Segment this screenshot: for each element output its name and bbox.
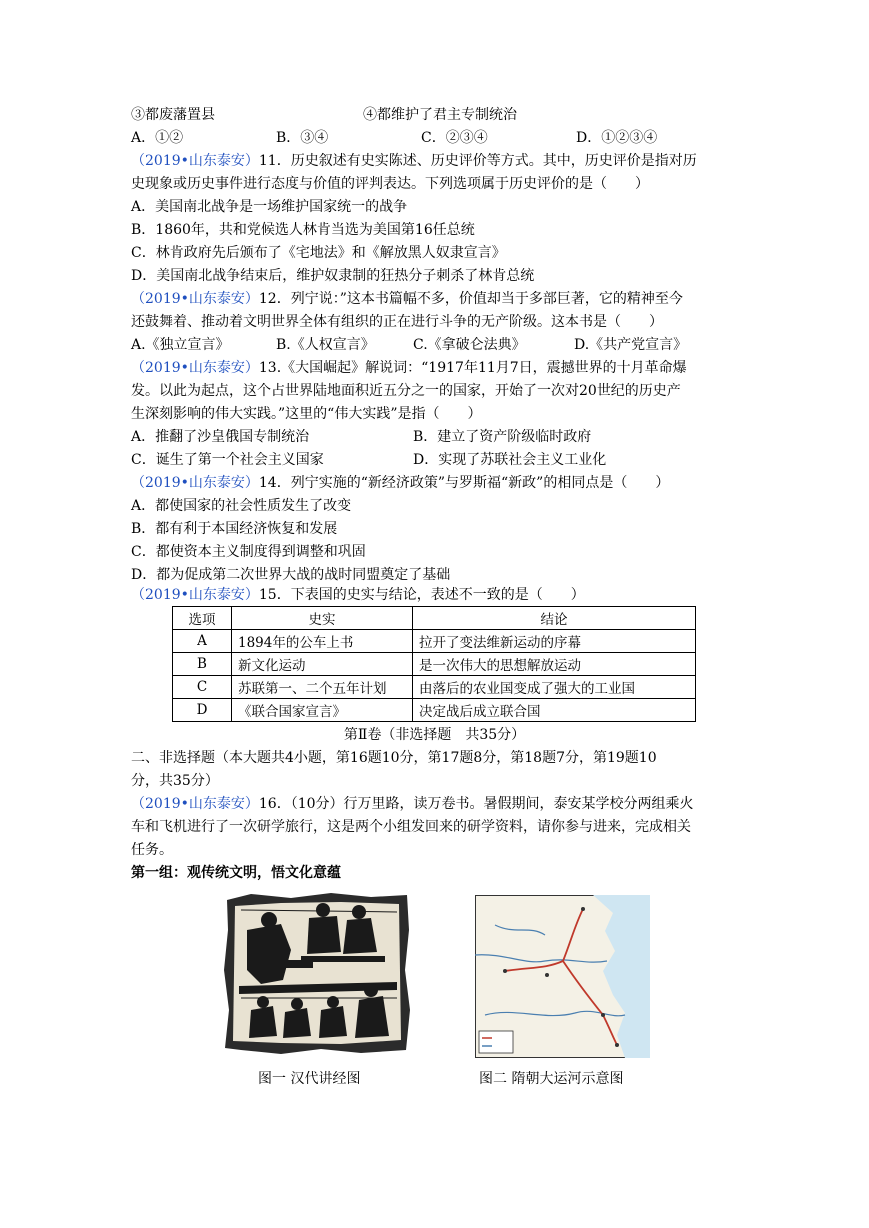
q14-option-b: B．都有利于本国经济恢复和发展 — [131, 521, 338, 537]
figure2-caption: 图二 隋朝大运河示意图 — [479, 1071, 624, 1087]
table-row — [173, 699, 696, 722]
q16-stem-cont: 车和飞机进行了一次研学旅行，这是两个小组发回来的研学资料，请你参与进来，完成相关 — [131, 819, 691, 835]
table-cell: 决定战后成立联合国 — [413, 699, 696, 722]
q10-item-4: ④都维护了君主专制统治 — [363, 107, 517, 123]
q15-source: （2019•山东泰安） — [131, 587, 259, 603]
table-header-option: 选项 — [173, 607, 232, 630]
q10-option-b: B．③④ — [276, 130, 329, 146]
q12-option-b: B.《人权宣言》 — [276, 337, 375, 353]
table-row — [173, 653, 696, 676]
q11-source: （2019•山东泰安） — [131, 153, 259, 169]
q11-stem: （2019•山东泰安）11．历史叙述有史实陈述、历史评价等方式。其中，历史评价是指对历 — [131, 153, 697, 169]
q11-stem-cont: 史现象或历史事件进行态度与价值的评判表达。下列选项属于历史评价的是（ ） — [131, 176, 649, 192]
table-cell: A — [173, 630, 232, 653]
part2-heading-cont: 分，共35分） — [131, 773, 219, 789]
table-cell: 拉开了变法维新运动的序幕 — [413, 630, 696, 653]
table-cell: 《联合国家宣言》 — [232, 699, 413, 722]
q13-stem-cont2: 生深刻影响的伟大实践。”这里的“伟大实践”是指（ ） — [131, 406, 482, 422]
table-cell: B — [173, 653, 232, 676]
q13-option-c: C．诞生了第一个社会主义国家 — [131, 452, 324, 468]
q12-stem-cont: 还鼓舞着、推动着文明世界全体有组织的正在进行斗争的无产阶级。这本书是（ ） — [131, 314, 663, 330]
q12-option-d: D.《共产党宣言》 — [574, 337, 688, 353]
q14-option-c: C．都使资本主义制度得到调整和巩固 — [131, 544, 366, 560]
q16-stem: （2019•山东泰安）16．（10分）行万里路，读万卷书。暑假期间，泰安某学校分两组乘火 — [131, 796, 694, 812]
q16-source: （2019•山东泰安） — [131, 796, 259, 812]
q10-option-a: A．①② — [131, 130, 184, 146]
q11-option-a: A．美国南北战争是一场维护国家统一的战争 — [131, 199, 408, 215]
q15-stem: （2019•山东泰安）15．下表国的史实与结论，表述不一致的是（ ） — [131, 587, 585, 603]
q14-source: （2019•山东泰安） — [131, 475, 259, 491]
table-header-row — [173, 607, 696, 630]
table-row — [173, 676, 696, 699]
q12-source: （2019•山东泰安） — [131, 291, 259, 307]
q12-option-a: A.《独立宣言》 — [131, 337, 230, 353]
table-cell: 苏联第一、二个五年计划 — [232, 676, 413, 699]
part2-title: 第Ⅱ卷（非选择题 共35分） — [343, 727, 526, 743]
q10-item-3: ③都废藩置县 — [131, 107, 215, 123]
q11-option-d: D．美国南北战争结束后，维护奴隶制的狂热分子刺杀了林肯总统 — [131, 268, 535, 284]
table-cell: 由落后的农业国变成了强大的工业国 — [413, 676, 696, 699]
q11-option-b: B．1860年，共和党候选人林肯当选为美国第16任总统 — [131, 222, 475, 238]
q13-source: （2019•山东泰安） — [131, 360, 259, 376]
q16-stem-cont2: 任务。 — [131, 842, 173, 858]
table-row — [173, 630, 696, 653]
q16-group1-heading: 第一组：观传统文明，悟文化意蕴 — [131, 865, 341, 881]
table-cell: 新文化运动 — [232, 653, 413, 676]
table-header-fact: 史实 — [232, 607, 413, 630]
q13-stem-cont: 发。以此为起点，这个占世界陆地面积近五分之一的国家，开始了一次对20世纪的历史产 — [131, 383, 681, 399]
table-cell: C — [173, 676, 232, 699]
q11-option-c: C．林肯政府先后颁布了《宅地法》和《解放黑人奴隶宣言》 — [131, 245, 506, 261]
q13-option-d: D．实现了苏联社会主义工业化 — [413, 452, 607, 468]
q13-stem: （2019•山东泰安）13.《大国崛起》解说词：“1917年11月7日，震撼世界的十月革命爆 — [131, 360, 687, 376]
q14-option-d: D．都为促成第二次世界大战的战时同盟奠定了基础 — [131, 567, 451, 583]
sui-grand-canal-map-image — [475, 895, 650, 1058]
q13-option-a: A．推翻了沙皇俄国专制统治 — [131, 429, 310, 445]
q12-stem: （2019•山东泰安）12．列宁说：”这本书篇幅不多，价值却当于多部巨著，它的精神至今 — [131, 291, 683, 307]
q14-stem: （2019•山东泰安）14．列宁实施的“新经济政策”与罗斯福“新政”的相同点是（ ） — [131, 475, 670, 491]
han-lecture-relief-image — [221, 890, 413, 1056]
q13-option-b: B．建立了资产阶级临时政府 — [413, 429, 592, 445]
q15-table — [172, 606, 696, 722]
table-cell: 1894年的公车上书 — [232, 630, 413, 653]
figure1-caption: 图一 汉代讲经图 — [258, 1071, 361, 1087]
part2-heading: 二、非选择题（本大题共4小题，第16题10分，第17题8分，第18题7分，第19题10 — [131, 750, 657, 766]
q10-option-d: D．①②③④ — [576, 130, 658, 146]
q10-option-c: C．②③④ — [421, 130, 488, 146]
table-header-conclusion: 结论 — [413, 607, 696, 630]
q14-option-a: A．都使国家的社会性质发生了改变 — [131, 498, 352, 514]
q12-option-c: C.《拿破仑法典》 — [413, 337, 526, 353]
table-cell: D — [173, 699, 232, 722]
table-cell: 是一次伟大的思想解放运动 — [413, 653, 696, 676]
